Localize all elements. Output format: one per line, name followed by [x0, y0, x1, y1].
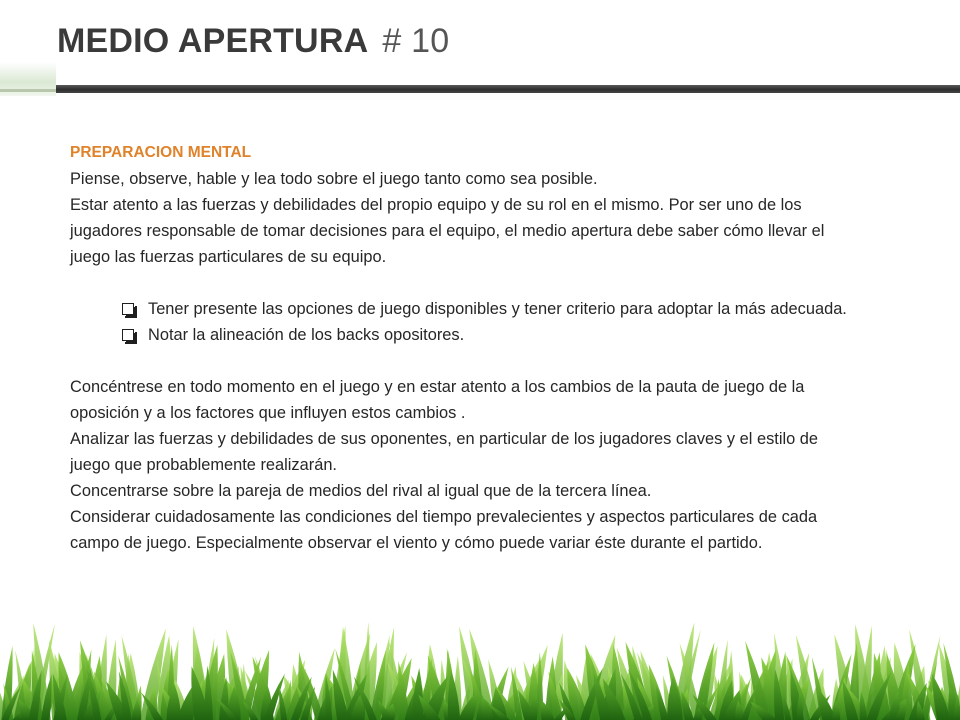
bullet-text: Tener presente las opciones de juego disponibles y tener criterio para adoptar la más adecuada.	[148, 300, 847, 318]
slide-number: # 10	[382, 22, 450, 60]
bullet-item	[122, 296, 860, 322]
checkbox-bullet-icon	[122, 303, 134, 315]
section-heading: PREPARACION MENTAL	[70, 144, 252, 161]
closing-paragraph-3: Concentrarse sobre la pareja de medios del rival al igual que de la tercera línea.	[70, 482, 652, 500]
slide-content	[70, 140, 860, 556]
intro-paragraph-2: Estar atento a las fuerzas y debilidades del propio equipo y de su rol en el mismo. Por ser uno de los jugadores responsable de tomar decisiones para el equipo, el medio apertura debe saber cómo llevar el juego las fuerzas particulares de su equipo.	[70, 196, 825, 266]
spacer	[70, 270, 860, 296]
title-underline-accent	[0, 89, 56, 92]
bullet-text: Notar la alineación de los backs opositores.	[148, 326, 465, 344]
closing-paragraph-4: Considerar cuidadosamente las condiciones del tiempo prevalecientes y aspectos particulares de cada campo de juego. Especialmente observar el viento y cómo puede variar éste durante el partido.	[70, 508, 818, 552]
title-underline-bar	[56, 85, 960, 93]
bullet-item	[122, 322, 860, 348]
grass-border-icon	[0, 590, 960, 720]
title-text: MEDIO APERTURA	[57, 22, 369, 60]
spacer	[70, 348, 860, 374]
closing-paragraph-1: Concéntrese en todo momento en el juego y en estar atento a los cambios de la pauta de juego de la oposición y a los factores que influyen estos cambios .	[70, 378, 805, 422]
closing-paragraph-2: Analizar las fuerzas y debilidades de sus oponentes, en particular de los jugadores claves y el estilo de juego que probablemente realizarán.	[70, 430, 819, 474]
checkbox-bullet-icon	[122, 329, 134, 341]
slide-title	[57, 22, 449, 61]
intro-paragraph-1: Piense, observe, hable y lea todo sobre el juego tanto como sea posible.	[70, 170, 598, 188]
bullet-list	[70, 296, 860, 348]
